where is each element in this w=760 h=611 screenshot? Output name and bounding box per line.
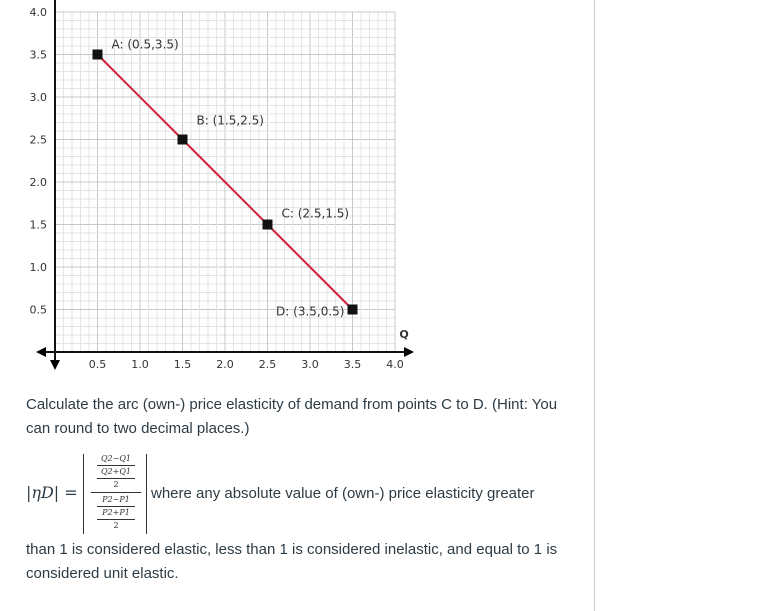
x-axis-arrow-right (404, 347, 414, 357)
y-tick-label: 3.5 (29, 48, 47, 62)
chart-tick-labels (30, 6, 409, 371)
data-point-marker (263, 220, 273, 230)
y-tick-label: 1.5 (29, 218, 47, 232)
y-tick-label: 0.5 (29, 303, 47, 317)
y-tick-label: 4.0 (29, 6, 47, 19)
x-tick-label: 2.0 (216, 358, 234, 371)
formula-num-top: Q2−Q1 (101, 454, 131, 463)
formula-den-div: 2 (113, 521, 119, 530)
y-tick-label: 2.0 (29, 176, 47, 189)
formula-main-bar (91, 492, 141, 493)
data-point-marker (178, 135, 188, 145)
abs-bar-right (146, 454, 147, 534)
formula-num-div: 2 (113, 480, 119, 489)
data-point-marker (348, 305, 358, 315)
data-point-label: A: (0.5,3.5) (111, 37, 179, 52)
x-tick-label: 0.5 (88, 358, 107, 371)
x-tick-label: 3.5 (343, 358, 362, 371)
question-text: Calculate the arc (own-) price elasticity of demand from points C to D. (Hint: You can round to two decimal places.) (26, 396, 558, 437)
data-point-marker (93, 50, 103, 60)
formula-lhs: |ηD| = (26, 483, 78, 502)
y-axis-arrow (50, 360, 60, 370)
elasticity-explanation: than 1 is considered elastic, less than 1 is considered inelastic, and equal to 1 is considered unit elastic. (26, 541, 558, 582)
abs-bar-left (83, 454, 84, 534)
y-tick-label: 1.0 (29, 261, 47, 274)
x-tick-label: 1.0 (131, 358, 149, 371)
elasticity-formula (26, 452, 586, 536)
x-tick-label: 4.0 (386, 358, 404, 371)
formula-fraction (91, 454, 141, 531)
x-tick-label: 3.0 (301, 358, 319, 371)
demand-curve-chart (0, 0, 600, 380)
x-tick-label: 1.5 (173, 358, 192, 371)
x-axis-label: Q (399, 328, 409, 341)
y-tick-label: 3.0 (29, 91, 47, 104)
x-axis-arrow-left (36, 347, 46, 357)
data-point-label: C: (2.5,1.5) (281, 206, 350, 221)
formula-num-mid: Q2+Q1 (101, 467, 131, 476)
formula-den-top: P2−P1 (102, 495, 130, 504)
data-point-label: D: (3.5,0.5) (276, 304, 345, 319)
y-tick-label: 2.5 (29, 133, 47, 147)
x-tick-label: 2.5 (258, 358, 277, 371)
formula-den-mid: P2+P1 (102, 508, 130, 517)
formula-where-text: where any absolute value of (own-) price elasticity greater (151, 485, 535, 502)
data-point-label: B: (1.5,2.5) (196, 113, 264, 128)
